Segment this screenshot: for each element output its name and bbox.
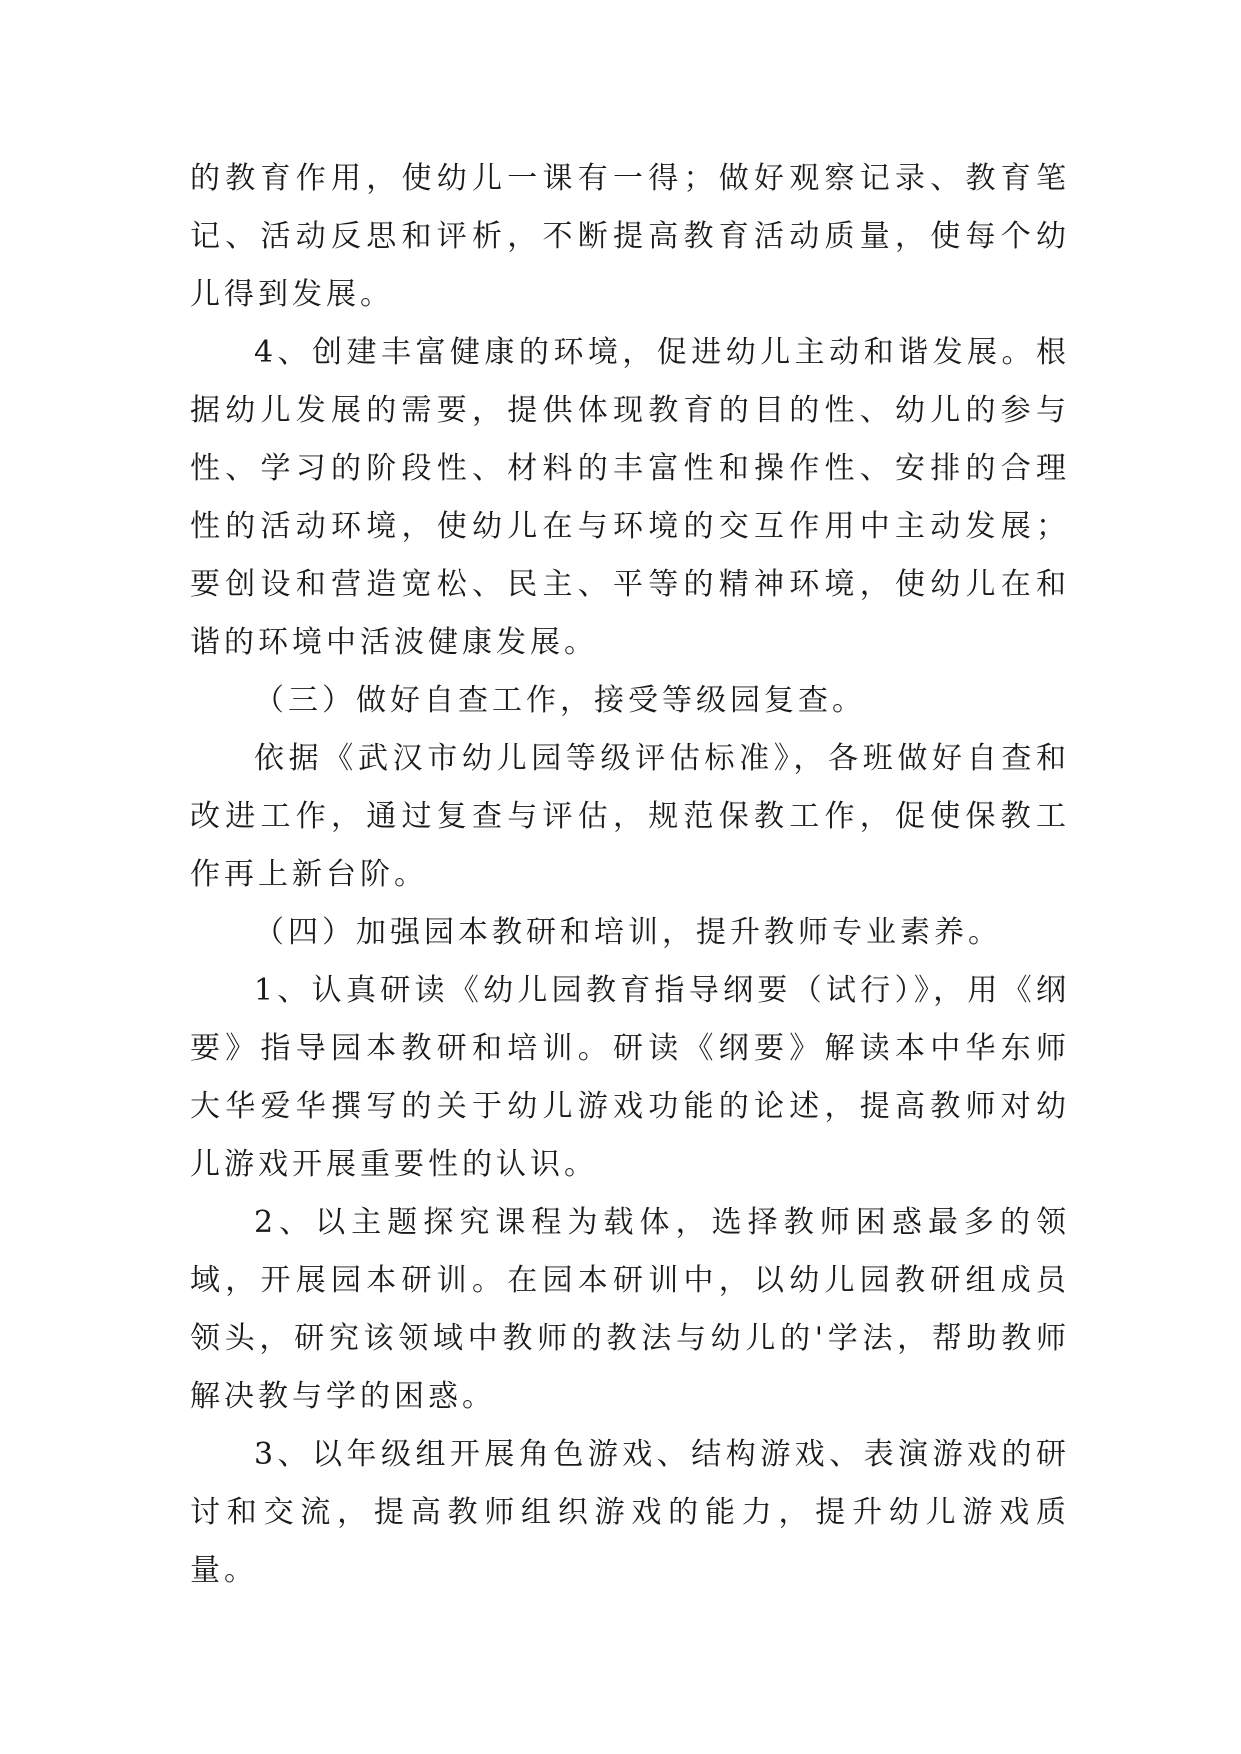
paragraph-item-1: 1、认真研读《幼儿园教育指导纲要（试行）》，用《纲要》指导园本教研和培训。研读《纲要》解读本中华东师大华爱华撰写的关于幼儿游戏功能的论述，提高教师对幼儿游戏开展重要性的认识。 — [190, 973, 1070, 1182]
section-heading-3: （三）做好自查工作，接受等级园复查。 — [254, 683, 866, 718]
paragraph-continued: 的教育作用，使幼儿一课有一得；做好观察记录、教育笔记、活动反思和评析，不断提高教育活动质量，使每个幼儿得到发展。 — [190, 161, 1070, 312]
paragraph-item-3: 3、以年级组开展角色游戏、结构游戏、表演游戏的研讨和交流，提高教师组织游戏的能力，提升幼儿游戏质量。 — [190, 1437, 1070, 1588]
paragraph-item-4: 4、创建丰富健康的环境，促进幼儿主动和谐发展。根据幼儿发展的需要，提供体现教育的目的性、幼儿的参与性、学习的阶段性、材料的丰富性和操作性、安排的合理性的活动环境，使幼儿在与环境的交互作用中主动发展；要创设和营造宽松、民主、平等的精神环境，使幼儿在和谐的环境中活波健康发展。 — [190, 335, 1070, 660]
section-heading-4: （四）加强园本教研和培训，提升教师专业素养。 — [254, 915, 1002, 950]
paragraph-item-2: 2、以主题探究课程为载体，选择教师困惑最多的领域，开展园本研训。在园本研训中，以幼儿园教研组成员领头，研究该领域中教师的教法与幼儿的'学法，帮助教师解决教与学的困惑。 — [190, 1205, 1070, 1414]
document-body — [190, 150, 1070, 1600]
paragraph-self-inspection: 依据《武汉市幼儿园等级评估标准》，各班做好自查和改进工作，通过复查与评估，规范保教工作，促使保教工作再上新台阶。 — [190, 741, 1070, 892]
